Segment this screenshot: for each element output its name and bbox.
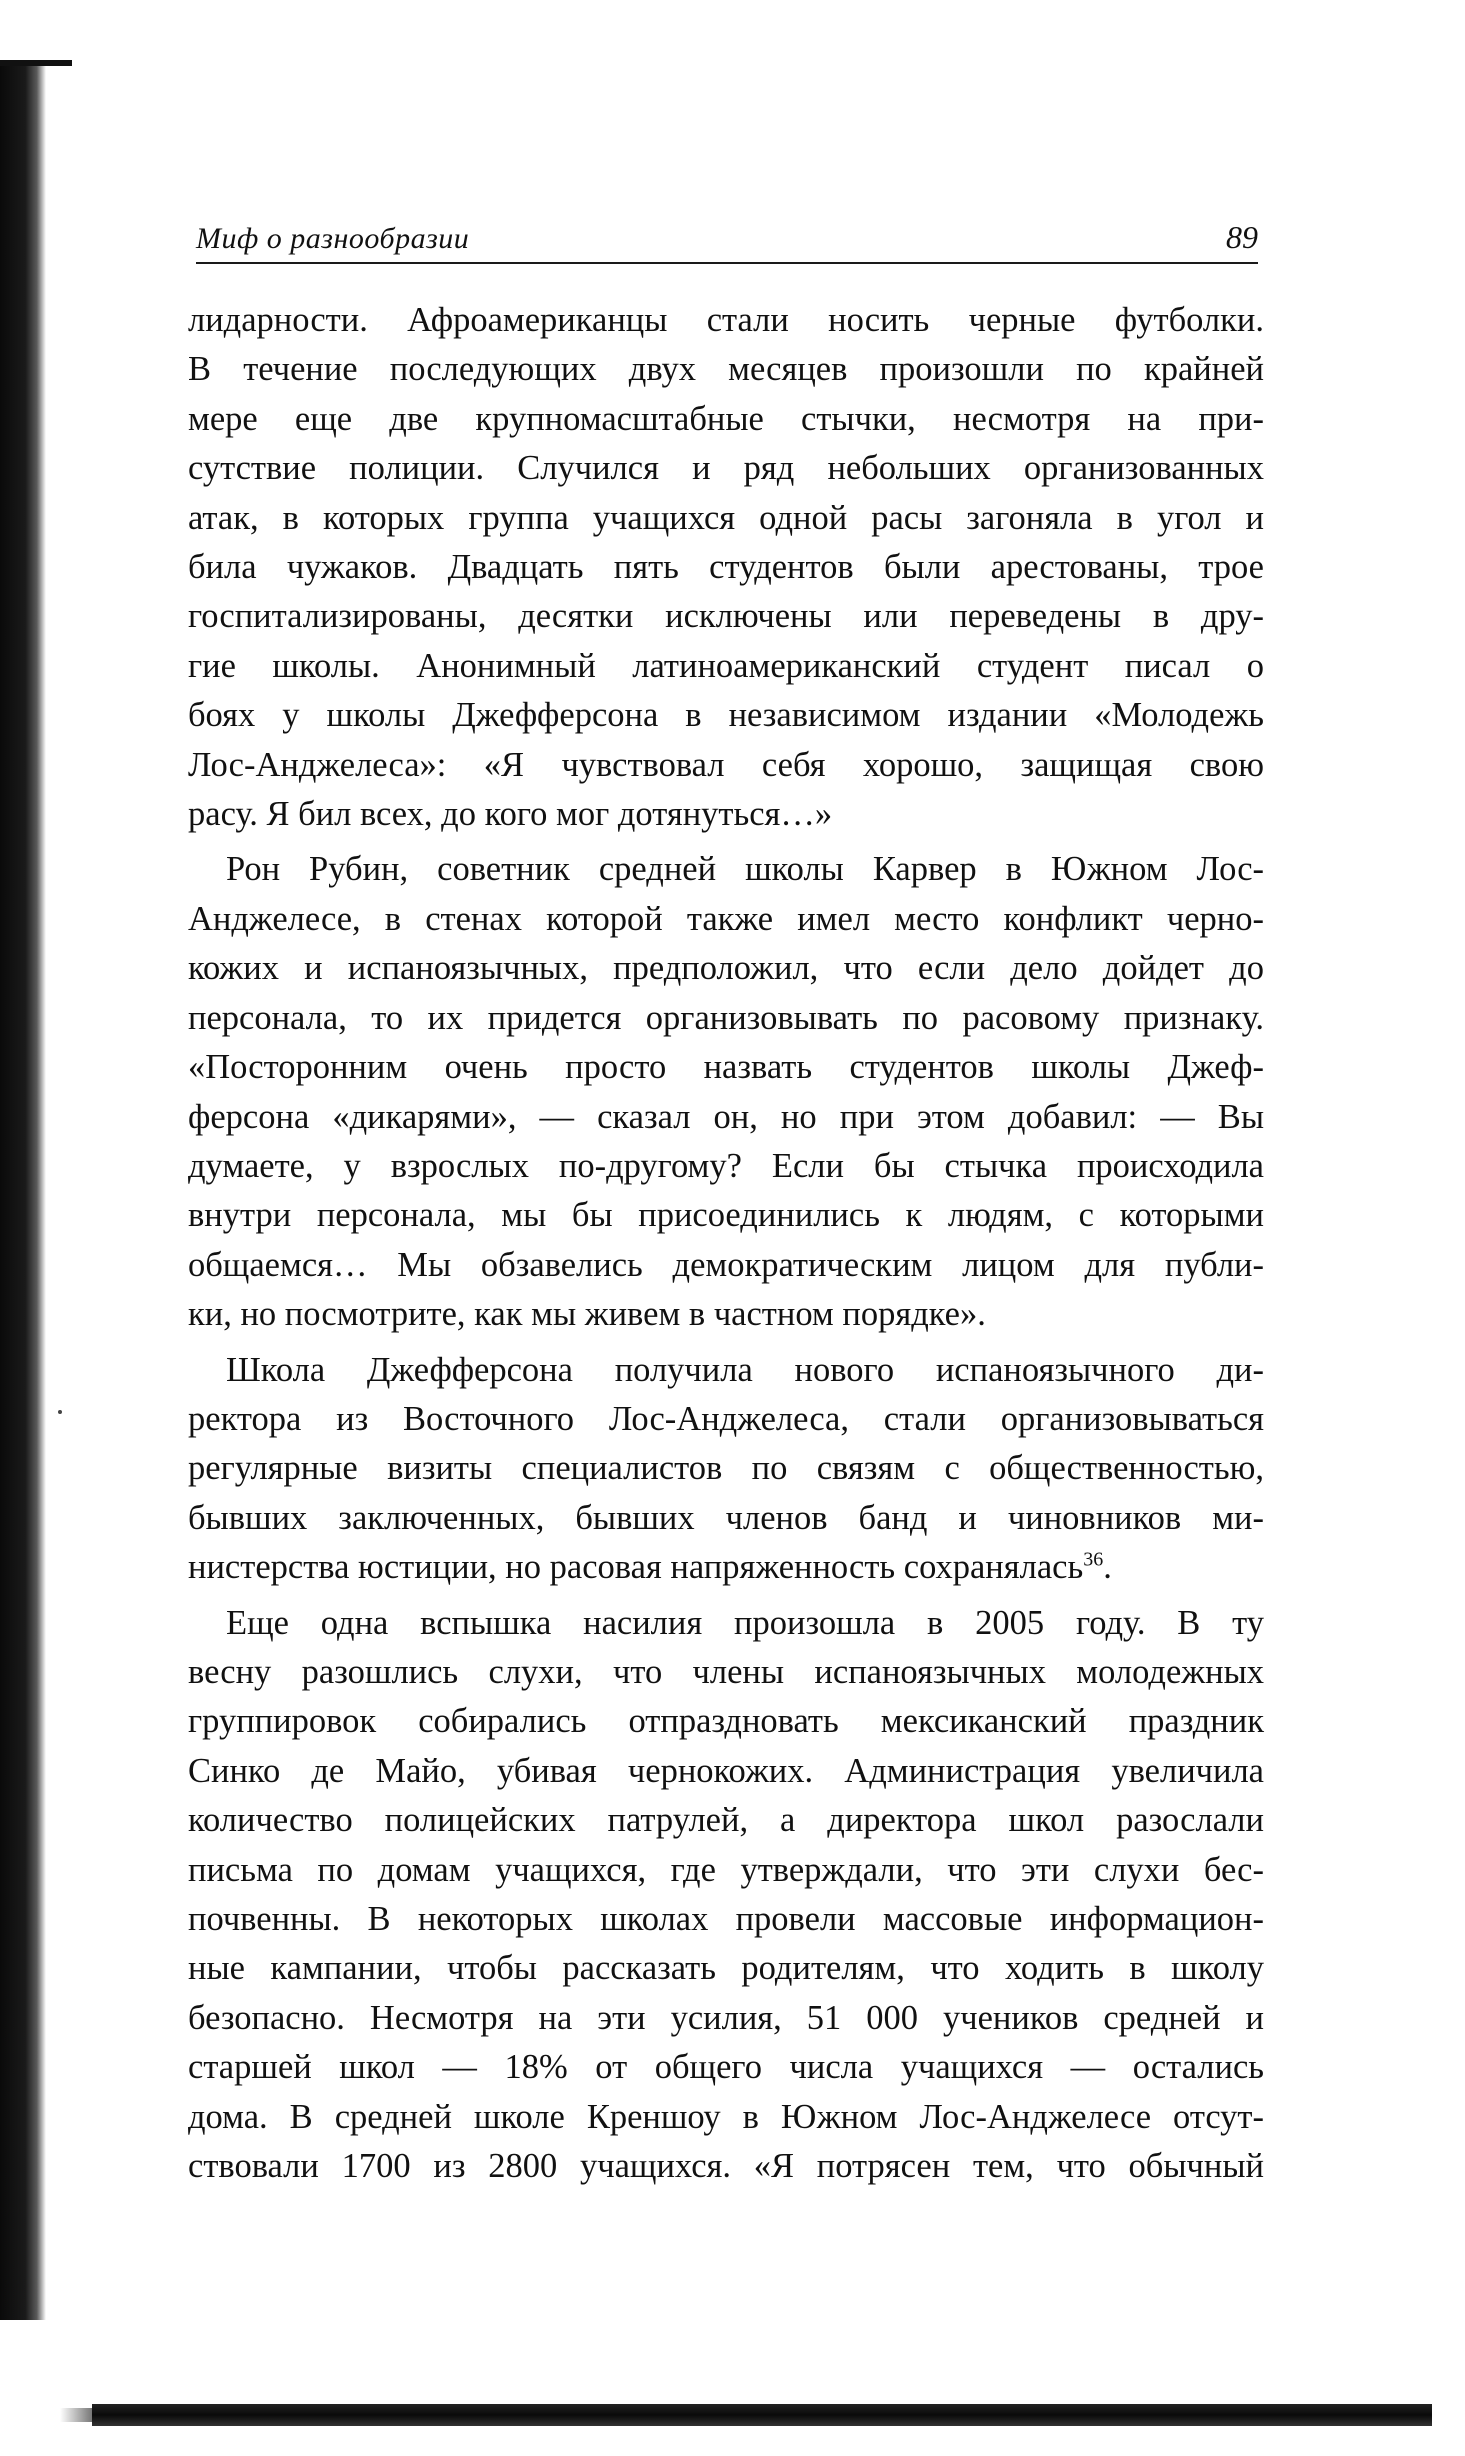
book-spine-edge (0, 60, 72, 66)
text-line: госпитализированы, десятки исключены или переведены в дру- (188, 597, 1264, 636)
paragraph-1 (188, 296, 1264, 839)
text-line: дома. В средней школе Креншоу в Южном Лос-Анджелесе отсут- (188, 2097, 1264, 2136)
text-line: ки, но посмотрите, как мы живем в частном порядке». (188, 1295, 986, 1334)
text-line: регулярные визиты специалистов по связям с общественностью, (188, 1449, 1264, 1488)
footnote-ref: 36 (1083, 1548, 1104, 1571)
body-text (188, 296, 1264, 2191)
text-line: била чужаков. Двадцать пять студентов были арестованы, трое (188, 548, 1264, 587)
text-line: лидарности. Афроамериканцы стали носить черные футболки. (188, 301, 1264, 339)
text-line: Еще одна вспышка насилия произошла в 2005 году. В ту (226, 1603, 1264, 1642)
text-line: Рон Рубин, советник средней школы Карвер в Южном Лос- (226, 850, 1264, 889)
text-line: старшей школ — 18% от общего числа учащихся — остались (188, 2048, 1264, 2087)
text-line: общаемся… Мы обзавелись демократическим лицом для публи- (188, 1245, 1264, 1284)
page-header (196, 218, 1258, 264)
text-line: Лос-Анджелеса»: «Я чувствовал себя хорошо, защищая свою (188, 745, 1264, 784)
text-line-with-footnote (188, 1543, 1264, 1592)
page-number: 89 (1226, 219, 1258, 255)
text-line: почвенны. В некоторых школах провели массовые информацион- (188, 1900, 1264, 1938)
text-line: расу. Я бил всех, до кого мог дотянуться…» (188, 795, 833, 834)
text-line: думаете, у взрослых по-другому? Если бы стычка происходила (188, 1146, 1264, 1185)
text-line: кожих и испаноязычных, предположил, что если дело дойдет до (188, 949, 1264, 988)
text-line: ферсона «дикарями», — сказал он, но при этом добавил: — Вы (188, 1097, 1264, 1136)
book-spine-shadow (0, 60, 46, 2320)
text-line: нистерства юстиции, но расовая напряженность сохранялась (188, 1548, 1084, 1587)
text-line: персонала, то их придется организовывать по расовому признаку. (188, 998, 1264, 1037)
text-line: гие школы. Анонимный латиноамериканский студент писал о (188, 646, 1264, 685)
text-line: письма по домам учащихся, где утверждали, что эти слухи бес- (188, 1850, 1264, 1889)
text-line: ствовали 1700 из 2800 учащихся. «Я потрясен тем, что обычный (188, 2147, 1264, 2186)
text-line: весну разошлись слухи, что члены испаноязычных молодежных (188, 1652, 1264, 1691)
text-line: боях у школы Джефферсона в независимом издании «Молодежь (188, 696, 1264, 735)
running-title: Миф о разнообразии (196, 222, 470, 255)
page-bottom-edge (92, 2404, 1432, 2426)
paragraph-2 (188, 845, 1264, 1339)
text-line: группировок собирались отпраздновать мексиканский праздник (188, 1702, 1264, 1741)
paragraph-3 (188, 1346, 1264, 1593)
text-line: мере еще две крупномасштабные стычки, несмотря на при- (188, 399, 1264, 438)
paragraph-4 (188, 1599, 1264, 2192)
text-line: бывших заключенных, бывших членов банд и чиновников ми- (188, 1498, 1264, 1537)
text-line: атак, в которых группа учащихся одной расы загоняла в угол и (188, 498, 1264, 537)
text-line: В течение последующих двух месяцев произошли по крайней (188, 350, 1264, 389)
text-line: Синко де Майо, убивая чернокожих. Администрация увеличила (188, 1751, 1264, 1790)
text-line: безопасно. Несмотря на эти усилия, 51 000 учеников средней и (188, 1998, 1264, 2037)
text-line: Школа Джефферсона получила нового испаноязычного ди- (226, 1350, 1264, 1389)
text-line: количество полицейских патрулей, а директора школ разослали (188, 1801, 1264, 1840)
text-line: внутри персонала, мы бы присоединились к людям, с которыми (188, 1196, 1264, 1235)
text-line: Анджелесе, в стенах которой также имел место конфликт черно- (188, 899, 1264, 938)
text-line: сутствие полиции. Случился и ряд небольших организованных (188, 449, 1264, 488)
text-line: «Посторонним очень просто назвать студентов школы Джеф- (188, 1048, 1264, 1087)
text-line: ректора из Восточного Лос-Анджелеса, стали организовываться (188, 1399, 1264, 1438)
text-line: ные кампании, чтобы рассказать родителям, что ходить в школу (188, 1949, 1264, 1988)
scan-speck (58, 1410, 62, 1414)
trailing-punct: . (1103, 1548, 1112, 1587)
